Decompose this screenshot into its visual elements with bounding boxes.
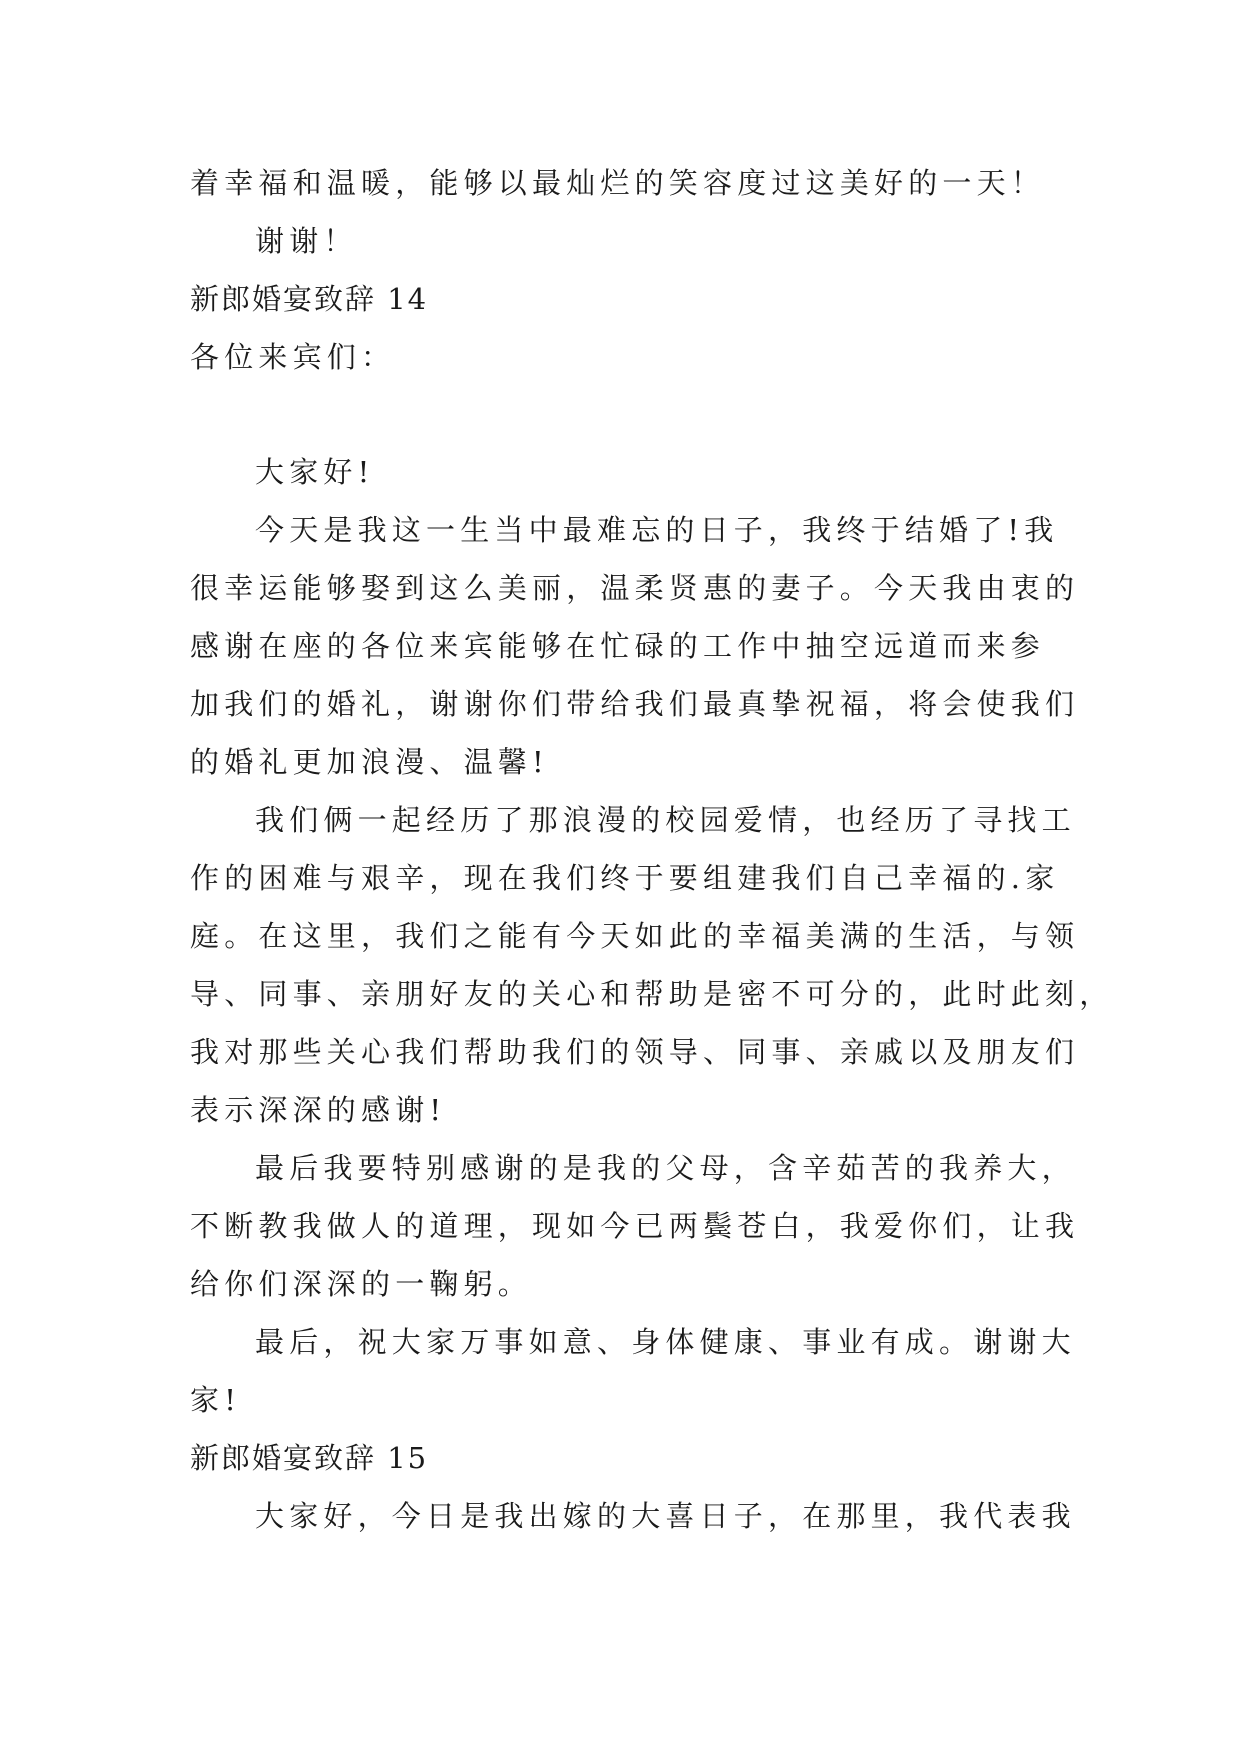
text-line: 大家好! <box>255 455 375 489</box>
section-heading: 新郎婚宴致辞 14 <box>190 282 429 316</box>
text-line: 表示深深的感谢! <box>190 1093 447 1127</box>
text-line: 的婚礼更加浪漫、温馨! <box>190 745 549 779</box>
section-heading: 新郎婚宴致辞 15 <box>190 1441 429 1475</box>
text-line: 不断教我做人的道理，现如今已两鬓苍白，我爱你们，让我 <box>190 1209 1080 1243</box>
text-line: 庭。在这里，我们之能有今天如此的幸福美满的生活，与领 <box>190 919 1080 953</box>
text-line: 给你们深深的一鞠躬。 <box>190 1267 533 1301</box>
text-line: 很幸运能够娶到这么美丽，温柔贤惠的妻子。今天我由衷的 <box>190 571 1080 605</box>
text-line: 感谢在座的各位来宾能够在忙碌的工作中抽空远道而来参 <box>190 629 1046 663</box>
text-line: 加我们的婚礼，谢谢你们带给我们最真挚祝福，将会使我们 <box>190 687 1080 721</box>
text-line: 着幸福和温暖，能够以最灿烂的笑容度过这美好的一天！ <box>190 166 1046 200</box>
text-line: 我对那些关心我们帮助我们的领导、同事、亲戚以及朋友们 <box>190 1035 1080 1069</box>
salutation: 各位来宾们： <box>190 340 396 374</box>
text-line: 大家好，今日是我出嫁的大喜日子，在那里，我代表我 <box>255 1499 1076 1533</box>
text-line: 今天是我这一生当中最难忘的日子，我终于结婚了!我 <box>255 513 1059 547</box>
text-line: 作的困难与艰辛，现在我们终于要组建我们自己幸福的.家 <box>190 861 1060 895</box>
text-line: 最后我要特别感谢的是我的父母，含辛茹苦的我养大， <box>255 1151 1076 1185</box>
text-line: 家! <box>190 1383 242 1417</box>
text-line: 导、同事、亲朋好友的关心和帮助是密不可分的，此时此刻， <box>190 977 1114 1011</box>
text-line: 最后，祝大家万事如意、身体健康、事业有成。谢谢大 <box>255 1325 1076 1359</box>
text-line: 谢谢！ <box>255 224 358 258</box>
text-line: 我们俩一起经历了那浪漫的校园爱情，也经历了寻找工 <box>255 803 1076 837</box>
